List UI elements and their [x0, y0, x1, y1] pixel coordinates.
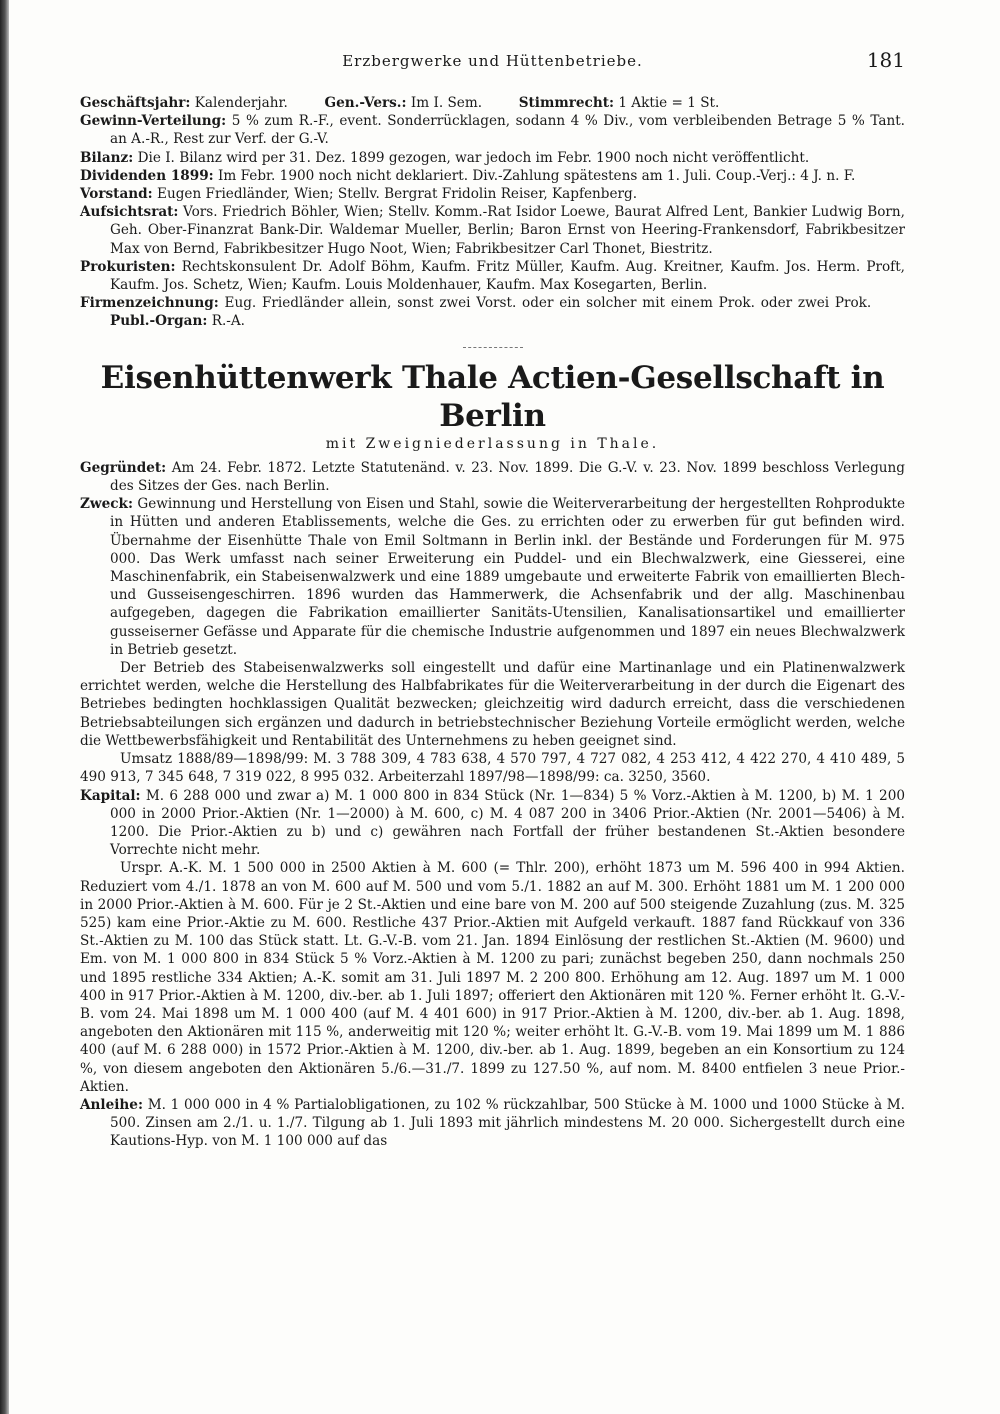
text-dividenden: Im Febr. 1900 noch nicht deklariert. Div.-Zahlung spätestens am 1. Juli. Coup.-Verj.: 4 J. n. F. — [218, 167, 856, 184]
text-gewinn-verteilung: 5 % zum R.-F., event. Sonderrücklagen, sodann 4 % Div., vom verbleibenden Betrage 5 % Tant. an A.-R., Rest zur Verf. der G.-V. — [110, 113, 905, 148]
label-aufsichtsrat: Aufsichtsrat: — [80, 204, 179, 221]
text-kapital: M. 6 288 000 und zwar a) M. 1 000 800 in 834 Stück (Nr. 1—834) 5 % Vorz.-Aktien à M. 1200, b) M. 1 200 000 in 2000 Prior.-Aktien (Nr. 1—2000) à M. 600, c) M. 4 087 200 in 3406 Prior.-Aktien (Nr. 2001—5406) à M. 1200. Die Prior.-Aktien zu b) und c) gewähren nach Fortfall der früher bestandenen St.-Aktien besondere Vorrechte nicht mehr. — [110, 787, 906, 859]
label-kapital: Kapital: — [80, 787, 141, 804]
text-publ-organ: R.-A. — [211, 313, 245, 330]
company-title: Eisenhüttenwerk Thale Actien-Gesellschaft in Berlin — [100, 359, 885, 434]
section-divider — [463, 347, 523, 349]
company-subtitle: mit Zweigniederlassung in Thale. — [325, 435, 660, 452]
entry-kapital — [80, 787, 905, 860]
label-anleihe: Anleihe: — [80, 1096, 143, 1113]
label-zweck: Zweck: — [80, 496, 133, 513]
kapital-paragraph-2: Urspr. A.-K. M. 1 500 000 in 2500 Aktien à M. 600 (= Thlr. 200), erhöht 1873 um M. 596 400 in 994 Aktien. Reduziert vom 4./1. 1878 an von M. 600 auf M. 500 und vom 5./1. 1882 an auf M. 300. Erhöht 1881 um M. 1 200 000 in 2000 Prior.-Aktien à M. 600. Für je 2 St.-Aktien und eine bare von M. 200 auf 500 steigende Zuzahlung (zus. M. 325 525) kam eine Prior.-Aktie zu M. 600. Restliche 437 Prior.-Aktien mit Aufgeld verkauft. 1887 fand Rückkauf von 336 St.-Aktien zu M. 100 das Stück statt. Lt. G.-V.-B. vom 21. Jan. 1894 Einlösung der restlichen St.-Aktien (M. 9600) und Em. von M. 1 000 800 in 834 Stück 5 % Vorz.-Aktien à M. 1200 zu pari; zunächst begeben 250, dann nochmals 250 und 1895 restliche 334 Aktien; A.-K. somit am 31. Juli 1897 M. 2 200 800. Erhöhung am 12. Aug. 1897 um M. 1 000 400 in 917 Prior.-Aktien à M. 1200, div.-ber. ab 1. Juli 1897; offeriert den Aktionären mit 120 %. Ferner erhöht lt. G.-V.-B. vom 24. Mai 1898 um M. 1 000 400 (auf M. 4 401 600) in 917 Prior.-Aktien à M. 1200, div.-ber. ab 1. Aug. 1898, angeboten den Aktionären mit 115 %, anderweitig mit 120 %; weiter erhöht lt. G.-V.-B. vom 19. Mai 1899 um M. 1 886 400 (auf M. 6 288 000) in 1572 Prior.-Aktien à M. 1200, div.-ber. ab 1. Aug. 1899, begeben an ein Konsortium zu 124 %, von diesem angeboten den Aktionären 5./6.—31./7. 1899 zu 127.50 %, auf nom. M. 8400 entfielen 3 neue Prior.-Aktien. — [80, 860, 905, 1095]
text-geschaeftsjahr: Kalenderjahr. — [194, 95, 288, 111]
label-vorstand: Vorstand: — [80, 186, 153, 203]
label-stimmrecht: Stimmrecht: — [518, 95, 614, 111]
entry-gegruendet — [80, 459, 905, 495]
entry-bilanz — [80, 149, 905, 167]
page-number: 181 — [866, 48, 905, 72]
text-stimmrecht: 1 Aktie = 1 St. — [618, 95, 720, 111]
label-geschaeftsjahr: Geschäftsjahr: — [80, 95, 191, 111]
entry-dividenden — [80, 167, 905, 185]
text-gegruendet: Am 24. Febr. 1872. Letzte Statutenänd. v. 23. Nov. 1899. Die G.-V. v. 23. Nov. 1899 beschloss Verlegung des Sitzes der Ges. nach Berlin. — [110, 459, 906, 495]
label-firmenzeichnung: Firmenzeichnung: — [80, 295, 219, 312]
entry-prokuristen — [80, 258, 905, 294]
text-zweck: Gewinnung und Herstellung von Eisen und Stahl, sowie die Weiterverarbeitung der hergestellten Rohprodukte in Hütten und anderen Etablissements, welche die Ges. zu errichten oder zu erwerben für gut befinden wird. Übernahme der Eisenhütte Thale von Emil Soltmann in Berlin inkl. der Bestände und Forderungen für M. 975 000. Das Werk umfasst nach seiner Erweiterung ein Puddel- und ein Blechwalzwerk, eine Giesserei, eine Maschinenfabrik, ein Stabeisenwalzwerk und eine 1889 umgebaute und erweiterte Fabrik von emaillierten Blech- und Gusseisengeschirren. 1896 wurden das Hammerwerk, die Achsenfabrik und der allg. Maschinenbau aufgegeben, dagegen die Fabrikation emaillierter Sanitäts-Utensilien, Kanalisationsartikel und emaillierter gusseiserner Gefässe und Apparate für die chemische Industrie aufgenommen und 1897 ein neues Blechwalzwerk in Betrieb gesetzt. — [110, 496, 905, 658]
entry-gewinn-verteilung — [80, 112, 905, 148]
label-genvers: Gen.-Vers.: — [324, 95, 407, 111]
entry-geschaeftsjahr — [80, 94, 905, 112]
label-publ-organ: Publ.-Organ: — [110, 313, 208, 330]
label-dividenden: Dividenden 1899: — [80, 167, 214, 184]
entry-firmenzeichnung — [80, 294, 905, 330]
text-firmenzeichnung: Eug. Friedländer allein, sonst zwei Vorst. oder ein solcher mit einem Prok. oder zwei Prok. — [224, 295, 872, 312]
text-bilanz: Die I. Bilanz wird per 31. Dez. 1899 gezogen, war jedoch im Febr. 1900 noch nicht veröffentlicht. — [137, 149, 810, 166]
running-title: Erzbergwerke und Hüttenbetriebe. — [342, 52, 643, 70]
zweck-paragraph-2: Der Betrieb des Stabeisenwalzwerks soll eingestellt und dafür eine Martinanlage und ein Platinenwalzwerk errichtet werden, welche die Herstellung des Halbfabrikates für die Weiterverarbeitung in der durch die Eigenart des Betriebes bedingten hochklassigen Qualität bezwecken; gleichzeitig wird dadurch erreicht, dass die verschiedenen Betriebsabteilungen sich ergänzen und dadurch in betriebstechnischer Beziehung Vorteile ermöglicht werden, welche die Wettbewerbsfähigkeit und Rentabilität des Unternehmens zu heben geeignet sind. — [80, 660, 905, 749]
text-vorstand: Eugen Friedländer, Wien; Stellv. Bergrat Fridolin Reiser, Kapfenberg. — [157, 186, 638, 203]
page-content — [80, 94, 905, 1151]
entry-aufsichtsrat — [80, 203, 905, 258]
label-bilanz: Bilanz: — [80, 149, 134, 166]
scan-edge-shadow — [0, 0, 9, 1414]
entry-zweck — [80, 495, 905, 659]
text-genvers: Im I. Sem. — [410, 95, 483, 111]
page-header — [80, 48, 905, 78]
text-aufsichtsrat: Vors. Friedrich Böhler, Wien; Stellv. Komm.-Rat Isidor Loewe, Baurat Alfred Lent, Bankier Ludwig Born, Geh. Ober-Finanzrat Bank-Dir. Waldemar Mueller, Berlin; Baron Ernst von Heering-Frankensdorf, Fabrikbesitzer Max von Bernd, Fabrikbesitzer Hugo Noot, Wien; Fabrikbesitzer Carl Thonet, Biestritz. — [110, 204, 905, 257]
entry-vorstand — [80, 185, 905, 203]
label-gewinn-verteilung: Gewinn-Verteilung: — [80, 113, 227, 130]
text-prokuristen: Rechtskonsulent Dr. Adolf Böhm, Kaufm. Fritz Müller, Kaufm. Aug. Kreitner, Kaufm. Jos. Herm. Proft, Kaufm. Jos. Schetz, Wien; Kaufm. Louis Moldenhauer, Kaufm. Max Kosegarten, Berlin. — [110, 258, 905, 294]
zweck-paragraph-umsatz: Umsatz 1888/89—1898/99: M. 3 788 309, 4 783 638, 4 570 797, 4 727 082, 4 253 412, 4 422 270, 4 410 489, 5 490 913, 7 345 648, 7 319 022, 8 995 032. Arbeiterzahl 1897/98—1898/99: ca. 3250, 3560. — [80, 751, 905, 786]
label-prokuristen: Prokuristen: — [80, 258, 176, 275]
label-gegruendet: Gegründet: — [80, 459, 167, 476]
entry-anleihe — [80, 1096, 905, 1151]
text-anleihe: M. 1 000 000 in 4 % Partialobligationen, zu 102 % rückzahlbar, 500 Stücke à M. 1000 und 1000 Stücke à M. 500. Zinsen am 2./1. u. 1./7. Tilgung ab 1. Juli 1893 mit jährlich mindestens M. 20 000. Sichergestellt durch eine Kautions-Hyp. von M. 1 100 000 auf das — [110, 1096, 905, 1150]
